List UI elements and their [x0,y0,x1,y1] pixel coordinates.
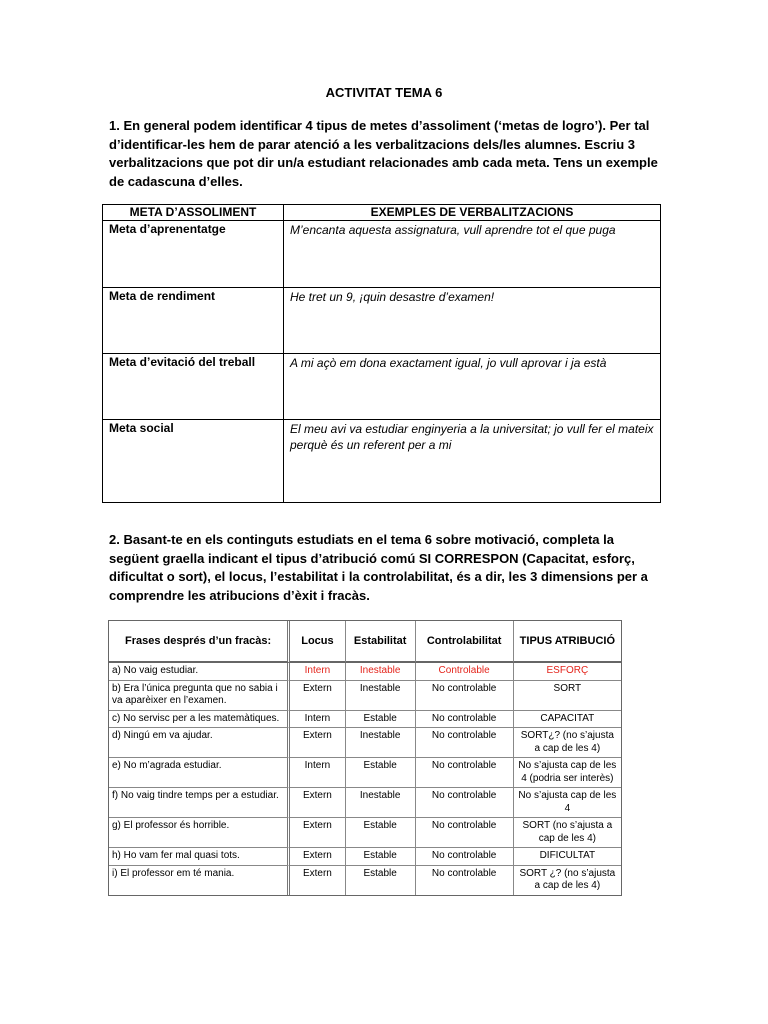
table-header-row [109,621,621,663]
locus-cell: Extern [290,728,346,758]
controlabilitat-cell: No controlable [416,711,514,729]
controlabilitat-cell: No controlable [416,848,514,866]
controlabilitat-cell: No controlable [416,788,514,818]
header-frases: Frases després d’un fracàs: [109,621,290,663]
tipus-cell: SORT ¿? (no s’ajusta a cap de les 4) [519,867,616,891]
question-2-text: 2. Basant-te en els continguts estudiats en el tema 6 sobre motivació, completa la següent graella indicant el tipus d’atribució comú SI CORRESPON (Capacitat, esforç, dificultat o sort), el locus, l’estabilitat i la controlabilitat, és a dir, les 3 dimensions per a comprendre les atribucions d’èxit i fracàs. [109,532,648,603]
header-locus: Locus [290,621,346,663]
locus-cell: Extern [290,788,346,818]
estabilitat-cell: Estable [346,758,416,788]
locus-cell: Intern [290,758,346,788]
goal-example: El meu avi va estudiar enginyeria a la universitat; jo vull fer el mateix perquè és un referent per a mi [284,420,661,503]
locus-cell: Intern [290,711,346,729]
phrase-cell: d) Ningú em va ajudar. [109,728,290,758]
locus-cell: Extern [290,681,346,711]
controlabilitat-cell: No controlable [416,818,514,848]
estabilitat-cell: Estable [346,848,416,866]
table-row [103,288,661,354]
table-row [109,788,621,818]
tipus-cell: CAPACITAT [514,711,621,729]
table-row [109,728,621,758]
estabilitat-cell: Inestable [346,728,416,758]
phrase-cell: a) No vaig estudiar. [109,663,290,681]
controlabilitat-cell: No controlable [416,866,514,895]
phrase-cell: i) El professor em té mania. [109,866,290,895]
goal-name: Meta de rendiment [103,288,284,354]
phrase-cell: g) El professor és horrible. [109,818,290,848]
goal-name: Meta d’evitació del treball [103,354,284,420]
attribution-table [108,620,622,896]
page-title: ACTIVITAT TEMA 6 [325,85,443,100]
estabilitat-cell: Estable [346,818,416,848]
table-row [109,681,621,711]
table-row [103,420,661,503]
locus-cell: Intern [290,663,346,681]
header-exemples: EXEMPLES DE VERBALITZACIONS [284,205,661,221]
table-row [109,711,621,729]
table-row [103,354,661,420]
tipus-cell: SORT (no s’ajusta a cap de les 4) [514,818,621,848]
phrase-cell: e) No m’agrada estudiar. [109,758,290,788]
phrase-cell: b) Era l’única pregunta que no sabia i va aparèixer en l’examen. [109,681,290,711]
goal-example: M’encanta aquesta assignatura, vull aprendre tot el que puga [284,221,661,288]
estabilitat-cell: Inestable [346,788,416,818]
table-row [103,221,661,288]
table-row [109,818,621,848]
question-1-text: 1. En general podem identificar 4 tipus de metes d’assoliment (‘metas de logro’). Per tal d’identificar-les hem de parar atenció a les verbalitzacions dels/les alumnes. Escriu 3 verbalitzacions que pot dir un/a estudiant relacionades amb cada meta. Tens un exemple de cadascuna d’elles. [109,118,658,189]
table-row [109,663,621,681]
phrase-cell: h) Ho vam fer mal quasi tots. [109,848,290,866]
phrase-cell: f) No vaig tindre temps per a estudiar. [109,788,290,818]
controlabilitat-cell: Controlable [416,663,514,681]
header-estabilitat: Estabilitat [346,621,416,663]
controlabilitat-cell: No controlable [416,728,514,758]
locus-cell: Extern [290,818,346,848]
tipus-cell: DIFICULTAT [514,848,621,866]
goal-example: A mi açò em dona exactament igual, jo vull aprovar i ja està [284,354,661,420]
header-controlabilitat: Controlabilitat [416,621,514,663]
table-header-row [103,205,661,221]
goal-example: He tret un 9, ¡quin desastre d’examen! [284,288,661,354]
estabilitat-cell: Estable [346,711,416,729]
tipus-cell: No s’ajusta cap de les 4 [514,788,621,818]
tipus-cell: SORT [514,681,621,711]
estabilitat-cell: Inestable [346,681,416,711]
controlabilitat-cell: No controlable [416,681,514,711]
table-row [109,758,621,788]
header-tipus: TIPUS ATRIBUCIÓ [514,621,621,663]
locus-cell: Extern [290,848,346,866]
header-meta: META D’ASSOLIMENT [103,205,284,221]
table-row [109,866,621,895]
controlabilitat-cell: No controlable [416,758,514,788]
estabilitat-cell: Inestable [346,663,416,681]
estabilitat-cell: Estable [346,866,416,895]
tipus-cell: ESFORÇ [514,663,621,681]
goal-name: Meta social [103,420,284,503]
tipus-cell: SORT¿? (no s’ajusta a cap de les 4) [514,728,621,758]
locus-cell: Extern [290,866,346,895]
table-row [109,848,621,866]
achievement-goals-table [102,204,661,503]
phrase-cell: c) No servisc per a les matemàtiques. [109,711,290,729]
goal-name: Meta d’aprenentatge [103,221,284,288]
tipus-cell: No s’ajusta cap de les 4 (podria ser interès) [514,758,621,788]
